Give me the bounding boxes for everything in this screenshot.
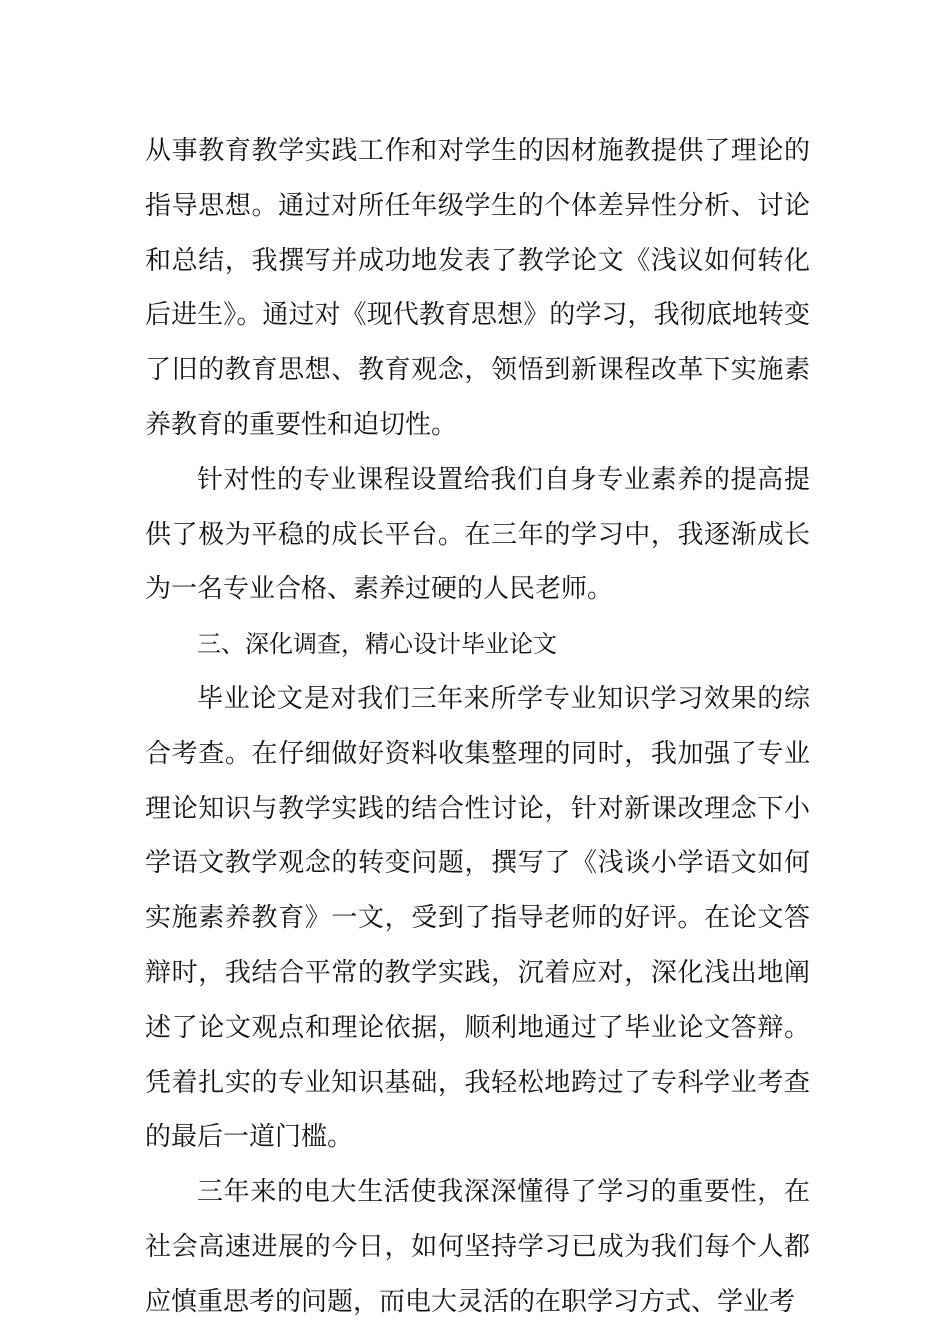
paragraph-1: 从事教育教学实践工作和对学生的因材施教提供了理论的指导思想。通过对所任年级学生的个体差异性分析、讨论和总结，我撰写并成功地发表了教学论文《浅议如何转化后进生》。通过对《现代教育思想》的学习，我彻底地转变了旧的教育思想、教育观念，领悟到新课程改革下实施素养教育的重要性和迫切性。 bbox=[145, 136, 810, 440]
paragraph-2: 针对性的专业课程设置给我们自身专业素养的提高提供了极为平稳的成长平台。在三年的学习中，我逐渐成长为一名专业合格、素养过硬的人民老师。 bbox=[145, 464, 810, 605]
section-heading: 三、深化调查，精心设计毕业论文 bbox=[197, 630, 557, 659]
paragraph-4: 毕业论文是对我们三年来所学专业知识学习效果的综合考查。在仔细做好资料收集整理的同时，我加强了专业理论知识与教学实践的结合性讨论，针对新课改理念下小学语文教学观念的转变问题，撰写了《浅谈小学语文如何实施素养教育》一文，受到了指导老师的好评。在论文答辩时，我结合平常的教学实践，沉着应对，深化浅出地阐述了论文观点和理论依据，顺利地通过了毕业论文答辩。凭着扎实的专业知识基础，我轻松地跨过了专科学业考查的最后一道门槛。 bbox=[145, 683, 810, 1153]
document-body bbox=[145, 124, 810, 1330]
paragraph-5: 三年来的电大生活使我深深懂得了学习的重要性，在社会高速进展的今日，如何坚持学习已成为我们每个人都应慎重思考的问题，而电大灵活的在职学习方式、学业考 bbox=[145, 1177, 810, 1317]
